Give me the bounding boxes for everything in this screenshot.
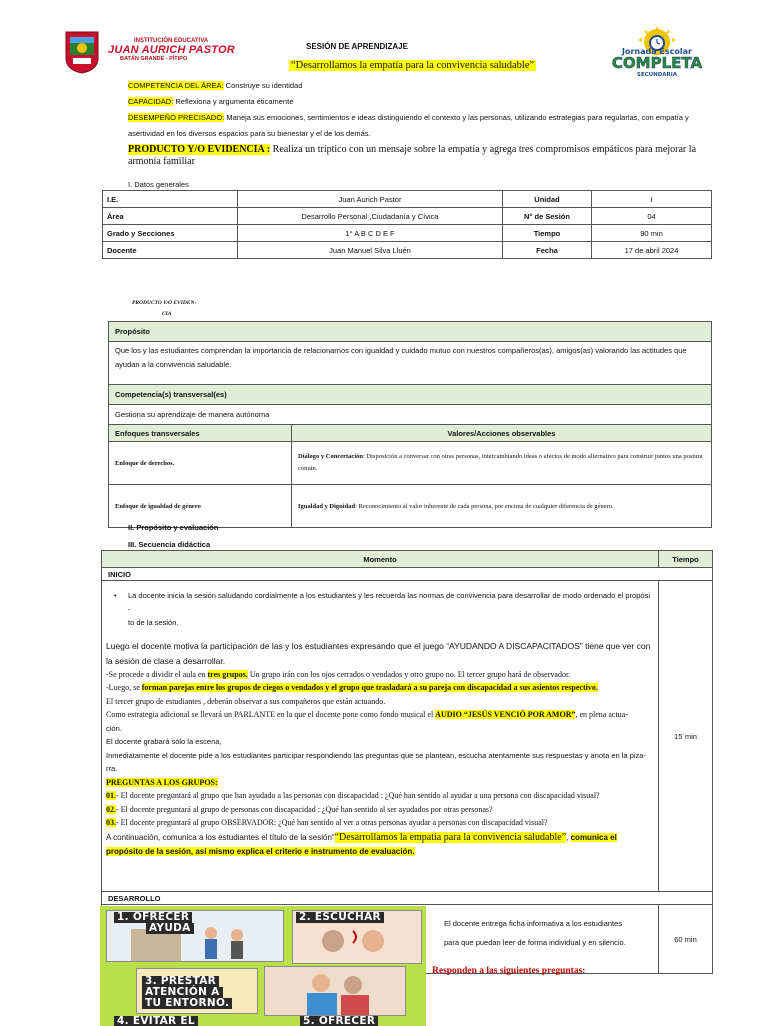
infographic-label-1: 1. OFRECER xyxy=(114,912,192,923)
table-cell: Grado y Secciones xyxy=(103,225,238,242)
sesion-label: SESIÓN DE APRENDIZAJE xyxy=(306,42,408,51)
infographic-label-4: 4. EVITAR EL xyxy=(114,1016,198,1026)
proposito-table xyxy=(108,321,712,528)
proposito-text: Que los y las estudiantes comprendan la importancia de relacionarnos con igualdad y cuidado mutuo con nuestros compañeros(as), amigos(as) valorando las actitudes que ayudan a la convivencia saludable. xyxy=(109,342,712,385)
session-title: “Desarrollamos la empatía para la convivencia saludable” xyxy=(291,60,535,71)
support-illustration xyxy=(264,966,406,1016)
question-2 xyxy=(106,803,654,817)
valor-dialogo xyxy=(292,442,712,485)
infographic-label-3b: ATENCIÓN A xyxy=(142,987,223,998)
inicio-p2-highlight: tres grupos. xyxy=(207,669,248,679)
competencia-value: Construye su identidad xyxy=(223,81,303,90)
jec-logo xyxy=(598,26,716,78)
datos-generales-heading: I. Datos generales xyxy=(128,180,189,189)
datos-generales-table xyxy=(102,190,712,259)
table-cell: Docente xyxy=(103,242,238,259)
preguntas-label: PREGUNTAS A LOS GRUPOS: xyxy=(106,777,218,787)
inicio-p3-highlight: forman parejas entre los grupos de ciegos o vendados y el grupo que trasladará a su pareja con discapacidad a sus asientos respectivo. xyxy=(141,683,598,692)
inicio-time: 15´min xyxy=(659,581,713,892)
question-2-text: - El docente preguntará al grupo de personas con discapacidad : ¿Qué han sentido al ser ayudados por otras personas? xyxy=(116,804,493,814)
producto-value: Realiza un tríptico con un mensaje sobre la empatía y agrega tres compromisos empáticos para mejorar la armonía familiar xyxy=(128,144,697,167)
capacidad-label: CAPACIDAD: xyxy=(128,97,174,106)
inicio-content xyxy=(106,589,654,858)
valor-dialogo-label: Diálogo y Concertación xyxy=(298,453,363,460)
table-cell: N° de Sesión xyxy=(503,208,592,225)
competencia-transversal-text: Gestiona su aprendizaje de manera autónoma xyxy=(109,405,712,425)
valor-igualdad xyxy=(292,485,712,528)
inicio-bullet-text: La docente inicia la sesión saludando cordialmente a los estudiantes y les recuerda las normas de convivencia para desarrollar de modo ordenado el propósi - xyxy=(128,591,650,614)
question-3-text: - El docente preguntará al grupo OBSERVADOR: ¿Qué han sentido al ver a otras personas ayudar a personas con discapacidad visual? xyxy=(116,818,548,827)
jec-text2: COMPLETA xyxy=(611,54,703,72)
inicio-p5b: , en plena actua- xyxy=(575,710,628,719)
jec-text1: Jornada Escolar xyxy=(622,47,692,56)
table-cell: 1° A B C D E F xyxy=(238,225,503,242)
question-1-text: - El docente preguntará al grupo que han ayudado a las personas con discapacidad : ¿Qué han sentido al ayudar a una persona con discapacidad visual? xyxy=(116,791,600,800)
producto-label: PRODUCTO Y/O EVIDENCIA : xyxy=(128,144,271,155)
inicio-p1: Luego el docente motiva la participación de las y los estudiantes expresando que el juego “AYUDANDO A DISCAPACITADOS” tiene que ver con xyxy=(106,640,651,651)
school-line1: INSTITUCIÓN EDUCATIVA xyxy=(134,38,209,44)
table-row xyxy=(103,242,712,259)
desarrollo-label: DESARROLLO xyxy=(102,892,713,905)
infographic-label-1b: AYUDA xyxy=(146,923,194,934)
inicio-p8-highlight3: propósito de la sesión, así mismo explica el criterio e instrumento de evaluación. xyxy=(106,846,415,856)
table-cell: Unidad xyxy=(503,191,592,208)
preguntas-heading xyxy=(106,776,654,790)
inicio-p5 xyxy=(106,708,654,722)
inicio-p4: El tercer grupo de estudiantes , deberán observar a sus compañeros que están actuando. xyxy=(106,696,386,706)
tiempo-header: Tiempo xyxy=(659,551,713,568)
valor-igualdad-label: Igualdad y Dignidad xyxy=(298,502,356,510)
desempeno-line2: asertividad en los diversos espacios para su bienestar y el de los demás. xyxy=(128,129,371,138)
inicio-bullet-text2: to de la sesión. xyxy=(128,618,179,627)
question-3-number: 03. xyxy=(106,818,116,827)
school-logo xyxy=(64,30,100,74)
enfoque-derechos: Enfoque de derechos. xyxy=(109,442,292,485)
desempeno-label: DESEMPEÑO PRECISADO: xyxy=(128,113,225,122)
capacidad-value: Reflexiona y argumenta éticamente xyxy=(173,97,294,106)
inicio-p1b: la sesión de clase a desarrollar. xyxy=(106,655,226,666)
question-3 xyxy=(106,816,654,830)
valor-dialogo-text: : Disposición a conversar con otras personas, intercambiando ideas o afectos de modo alternativo para construir juntos una postura común. xyxy=(298,453,703,472)
table-cell: Desarrollo Personal ,Ciudadanía y Cívica xyxy=(238,208,503,225)
proposito-header: Propósito xyxy=(109,322,712,342)
inicio-p7b: rra. xyxy=(106,764,118,773)
enfoques-header: Enfoques transversales xyxy=(109,425,292,442)
inicio-p8a: A continuación, comunica a los estudiantes el título de la sesión“ xyxy=(106,832,335,842)
inicio-p2 xyxy=(106,668,654,682)
inicio-p5-highlight: AUDIO “JESÚS VENCIÓ POR AMOR” xyxy=(435,710,576,719)
valores-header: Valores/Acciones observables xyxy=(292,425,712,442)
inicio-p2b: Un grupo irán con los ojos cerrados o vendados y otro grupo no. El tercer grupo hará de observador. xyxy=(247,669,571,679)
valor-igualdad-text: : Reconocimiento al valor inherente de cada persona, por encima de cualquier diferencia de género. xyxy=(355,502,614,510)
producto-line xyxy=(128,144,696,168)
table-row xyxy=(103,208,712,225)
inicio-p8-line2 xyxy=(106,845,654,859)
jec-text3: SECUNDARIA xyxy=(636,72,678,78)
school-location: BATÁN GRANDE - PÍTIPO xyxy=(120,56,188,62)
inicio-p5a: Como estrategia adicional se llevará un PARLANTE en la que el docente pone como fondo musical el xyxy=(106,710,436,719)
infographic-label-5: 5. OFRECER xyxy=(300,1016,378,1026)
question-1 xyxy=(106,789,654,803)
table-cell: Área xyxy=(103,208,238,225)
infographic-label-3c: TU ENTORNO. xyxy=(142,998,232,1009)
section2-heading: II. Propósito y evaluación xyxy=(128,523,219,532)
table-row xyxy=(103,191,712,208)
capacidad-line xyxy=(128,96,293,107)
school-name: JUAN AURICH PASTOR xyxy=(108,44,235,56)
inicio-p8-title: “Desarrollamos la empatía para la convivencia saludable” xyxy=(334,831,567,843)
producto-note2: CIA xyxy=(162,311,172,317)
table-cell: 04 xyxy=(592,208,712,225)
responden-heading: Responden a las siguientes preguntas: xyxy=(432,966,586,976)
school-header-text xyxy=(108,38,235,62)
producto-note: PRODUCTO Y/O EVIDEN- xyxy=(132,300,197,306)
competencia-label: COMPETENCIA DEL ÁREA: xyxy=(128,81,224,90)
inicio-p3 xyxy=(106,681,654,695)
infographic-label-3: 3. PRESTAR xyxy=(142,976,219,987)
inicio-p8-highlight2: comunica el xyxy=(570,832,617,842)
infographic-label-2: 2. ESCUCHAR xyxy=(296,912,384,923)
desarrollo-time: 60 min xyxy=(659,905,713,974)
table-cell: Juan Manuel Silva Lluén xyxy=(238,242,503,259)
bullet-icon: • xyxy=(114,591,117,600)
table-cell: Fecha xyxy=(503,242,592,259)
competencia-transversal-header: Competencia(s) transversal(es) xyxy=(109,385,712,405)
inicio-p8b: , xyxy=(566,832,571,842)
table-cell: 17 de abril 2024 xyxy=(592,242,712,259)
table-cell: Juan Aurich Pastor xyxy=(238,191,503,208)
question-2-number: 02. xyxy=(106,804,116,814)
table-cell: 90 min xyxy=(592,225,712,242)
inicio-p7: Inmediatamente el docente pide a los estudiantes participar respondiendo las preguntas que se plantean, escucha atentamente sus respuestas y anota en la piza- xyxy=(106,750,646,760)
desarrollo-text2: para que puedan leer de forma individual y en silencio. xyxy=(444,938,626,947)
enfoque-igualdad: Enfoque de igualdad de género xyxy=(109,485,292,528)
inicio-p3a: -Luego, se xyxy=(106,683,142,692)
competencia-line xyxy=(128,80,302,91)
empathy-infographic xyxy=(100,906,426,1026)
table-cell: I xyxy=(592,191,712,208)
desempeno-value: Maneja sus emociones, sentimientos e ideas distinguiendo el contexto y las personas, utilizando estrategias para regularlas, con empatía y xyxy=(224,113,689,122)
inicio-label: INICIO xyxy=(102,568,713,581)
table-row xyxy=(103,225,712,242)
section3-heading: III. Secuencia didáctica xyxy=(128,540,211,549)
question-1-number: 01. xyxy=(106,791,116,800)
inicio-p2a: -Se procede a dividir el aula en xyxy=(106,669,208,679)
table-cell: I.E. xyxy=(103,191,238,208)
inicio-p5c: ción. xyxy=(106,723,122,733)
desempeno-line xyxy=(128,112,698,123)
momento-header: Momento xyxy=(102,551,659,568)
inicio-p8 xyxy=(106,830,654,845)
desarrollo-text1: El docente entrega ficha informativa a los estudiantes xyxy=(444,919,623,928)
inicio-p6: El docente grabará sólo la escena, xyxy=(106,737,222,746)
inicio-bullet xyxy=(106,589,654,616)
table-cell: Tiempo xyxy=(503,225,592,242)
desarrollo-text xyxy=(444,914,650,952)
